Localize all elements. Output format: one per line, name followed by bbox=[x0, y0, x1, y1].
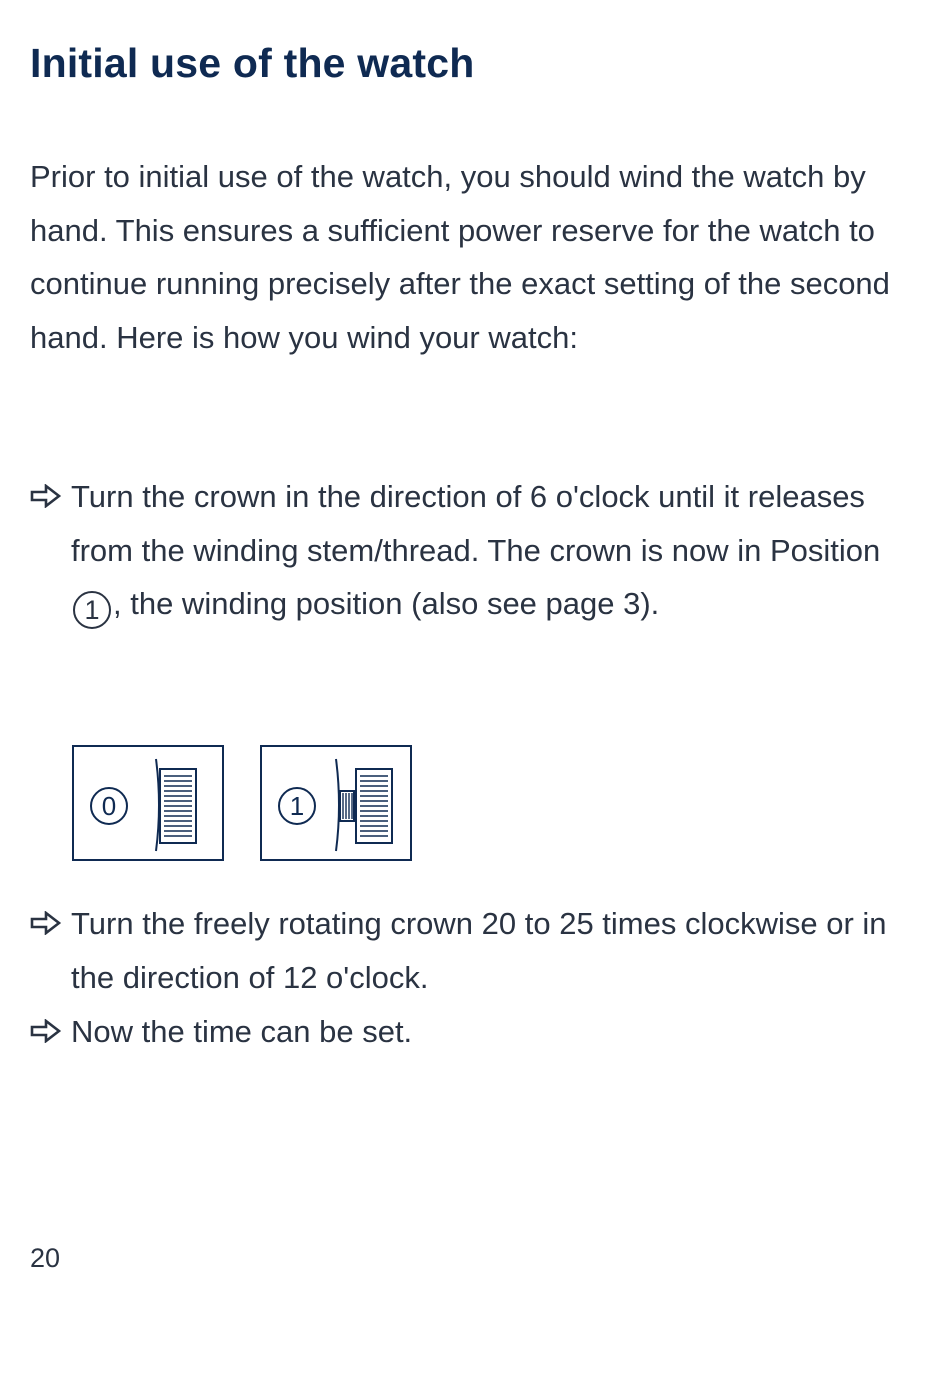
arrow-right-icon bbox=[30, 911, 62, 935]
diagram-position-label: 0 bbox=[90, 787, 128, 825]
arrow-right-icon bbox=[30, 484, 62, 508]
step-text bbox=[71, 470, 910, 631]
diagram-position-label: 1 bbox=[278, 787, 316, 825]
crown-position-0-diagram bbox=[72, 745, 224, 861]
step-item bbox=[30, 897, 910, 1004]
step-text-before: Turn the crown in the direction of 6 o'clock until it releases from the winding stem/thread. The crown is now in Position bbox=[71, 479, 881, 568]
step-item bbox=[30, 1005, 910, 1059]
page-title: Initial use of the watch bbox=[30, 40, 475, 86]
page-number: 20 bbox=[30, 1243, 61, 1273]
step-text-after: , the winding position (also see page 3). bbox=[113, 586, 660, 621]
step-item bbox=[30, 470, 910, 631]
crown-position-1-diagram bbox=[260, 745, 412, 861]
step-text: Now the time can be set. bbox=[71, 1014, 413, 1049]
intro-paragraph: Prior to initial use of the watch, you should wind the watch by hand. This ensures a sufficient power reserve for the watch to continue running precisely after the exact setting of the second hand. Here is how you wind your watch: bbox=[30, 159, 890, 355]
position-mark: 1 bbox=[73, 591, 111, 629]
step-text: Turn the freely rotating crown 20 to 25 times clockwise or in the direction of 12 o'clock. bbox=[71, 906, 887, 995]
arrow-right-icon bbox=[30, 1019, 62, 1043]
